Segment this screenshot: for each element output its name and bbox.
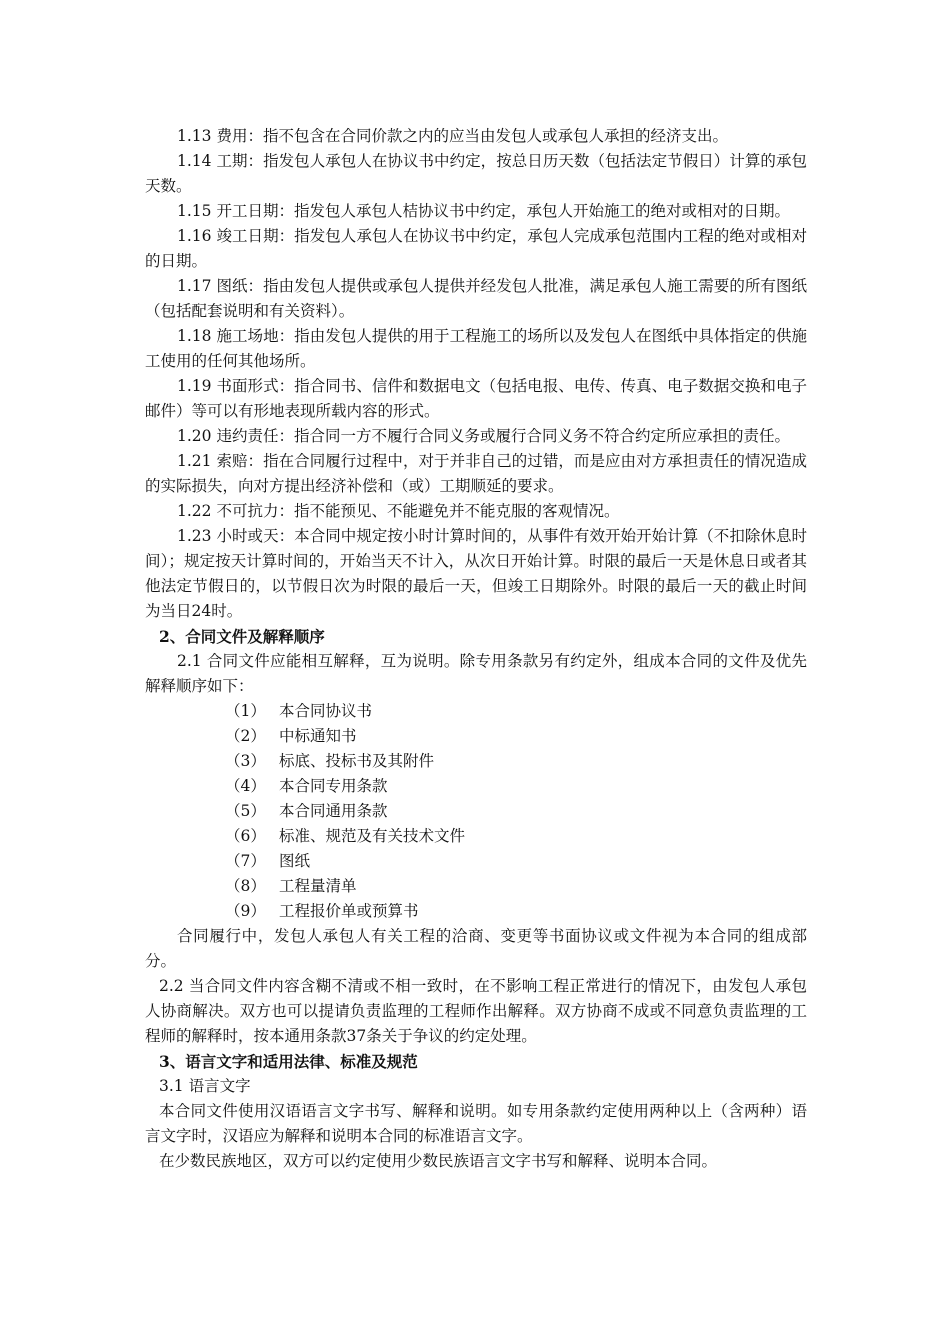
list-item-text: 本合同通用条款	[279, 802, 388, 820]
list-item-text: 中标通知书	[279, 727, 357, 745]
list-item-text: 图纸	[279, 852, 311, 870]
list-item-text: 工程报价单或预算书	[279, 902, 419, 920]
list-item-number: （3）	[225, 752, 266, 770]
list-item-text: 工程量清单	[279, 877, 357, 895]
list-item-number: （4）	[225, 777, 266, 795]
clause-3-1-minority: 在少数民族地区，双方可以约定使用少数民族语言文字书写和解释、说明本合同。	[159, 1152, 718, 1170]
clause-1-21: 1.21 索赔：指在合同履行过程中，对于并非自己的过错，而是应由对方承担责任的情况造成的实际损失，向对方提出经济补偿和（或）工期顺延的要求。	[145, 452, 807, 495]
list-item-text: 标底、投标书及其附件	[279, 752, 435, 770]
clause-1-18: 1.18 施工场地：指由发包人提供的用于工程施工的场所以及发包人在图纸中具体指定的供施工使用的任何其他场所。	[145, 327, 807, 370]
clause-3-1-title: 3.1 语言文字	[159, 1077, 251, 1095]
list-item	[145, 749, 807, 774]
list-item-number: （6）	[225, 827, 266, 845]
clause-1-17: 1.17 图纸：指由发包人提供或承包人提供并经发包人批准，满足承包人施工需要的所有图纸（包括配套说明和有关资料）。	[145, 277, 807, 320]
clause-1-20: 1.20 违约责任：指合同一方不履行合同义务或履行合同义务不符合约定所应承担的责任。	[177, 427, 790, 445]
clause-1-19: 1.19 书面形式：指合同书、信件和数据电文（包括电报、电传、传真、电子数据交换和电子邮件）等可以有形地表现所载内容的形式。	[145, 377, 807, 420]
clause-2-2: 2.2 当合同文件内容含糊不清或不相一致时，在不影响工程正常进行的情况下，由发包人承包人协商解决。双方也可以提请负责监理的工程师作出解释。双方协商不成或不同意负责监理的工程师的解释时，按本通用条款37条关于争议的约定处理。	[145, 977, 807, 1045]
clause-1-13: 1.13 费用：指不包含在合同价款之内的应当由发包人或承包人承担的经济支出。	[177, 127, 728, 145]
list-item	[145, 774, 807, 799]
clause-1-23: 1.23 小时或天：本合同中规定按小时计算时间的，从事件有效开始开始计算（不扣除休息时间）；规定按天计算时间的，开始当天不计入，从次日开始计算。时限的最后一天是休息日或者其他法定节假日的，以节假日次为时限的最后一天，但竣工日期除外。时限的最后一天的截止时间为当日24时。	[145, 527, 807, 620]
section-2-heading: 2、合同文件及解释顺序	[159, 627, 325, 646]
clause-2-1: 2.1 合同文件应能相互解释，互为说明。除专用条款另有约定外，组成本合同的文件及优先解释顺序如下：	[145, 652, 807, 695]
list-item	[145, 824, 807, 849]
clause-3-1-body: 本合同文件使用汉语语言文字书写、解释和说明。如专用条款约定使用两种以上（含两种）语言文字时，汉语应为解释和说明本合同的标准语言文字。	[145, 1102, 807, 1145]
list-item	[145, 849, 807, 874]
list-item	[145, 699, 807, 724]
document-page	[145, 124, 807, 1174]
document-order-list	[145, 699, 807, 924]
list-item-number: （5）	[225, 802, 266, 820]
list-item	[145, 799, 807, 824]
clause-1-22: 1.22 不可抗力：指不能预见、不能避免并不能克服的客观情况。	[177, 502, 620, 520]
list-item-text: 本合同专用条款	[279, 777, 388, 795]
clause-1-16: 1.16 竣工日期：指发包人承包人在协议书中约定，承包人完成承包范围内工程的绝对或相对的日期。	[145, 227, 807, 270]
list-item-number: （1）	[225, 702, 266, 720]
list-item-number: （2）	[225, 727, 266, 745]
clause-1-14: 1.14 工期：指发包人承包人在协议书中约定，按总日历天数（包括法定节假日）计算的承包天数。	[145, 152, 807, 195]
clause-1-15: 1.15 开工日期：指发包人承包人桔协议书中约定，承包人开始施工的绝对或相对的日期。	[177, 202, 790, 220]
section-3-heading: 3、语言文字和适用法律、标准及规范	[159, 1052, 418, 1071]
clause-2-1-note: 合同履行中，发包人承包人有关工程的洽商、变更等书面协议或文件视为本合同的组成部分。	[145, 927, 807, 970]
list-item	[145, 874, 807, 899]
list-item-text: 本合同协议书	[279, 702, 373, 720]
list-item-number: （9）	[225, 902, 266, 920]
list-item-number: （8）	[225, 877, 266, 895]
list-item	[145, 899, 807, 924]
list-item-text: 标准、规范及有关技术文件	[279, 827, 466, 845]
list-item	[145, 724, 807, 749]
list-item-number: （7）	[225, 852, 266, 870]
